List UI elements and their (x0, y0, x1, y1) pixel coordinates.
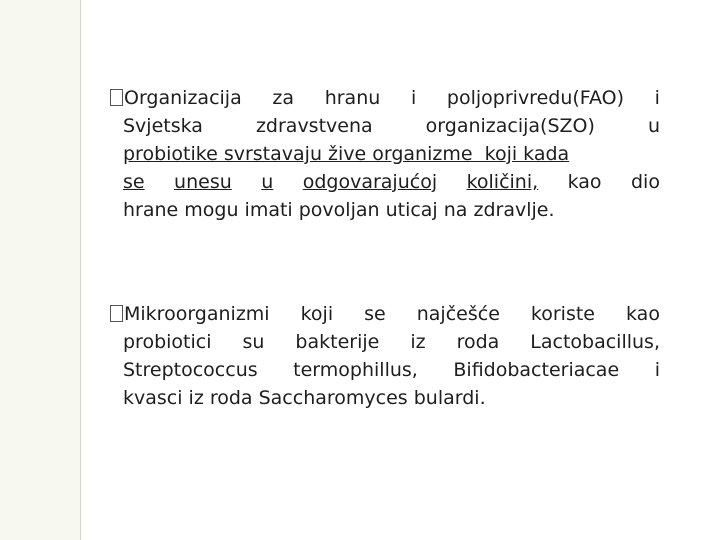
text: kvasci iz roda Saccharomyces bulardi. (123, 387, 486, 409)
underlined-word: unesu (174, 171, 232, 193)
word: poljoprivredu(FAO) (446, 87, 624, 109)
word: Svjetska (123, 115, 203, 137)
word: Organizacija (124, 87, 242, 109)
bullet-fao-who (110, 84, 660, 224)
bullet-line (110, 328, 660, 356)
underlined-word: se (123, 171, 145, 193)
underlined-word: odgovarajućoj (302, 171, 438, 193)
word: Streptococcus (123, 359, 258, 381)
word: za (272, 87, 295, 109)
word: se (364, 303, 386, 325)
word: i (654, 87, 660, 109)
bullet-line (110, 356, 660, 384)
bullet-line (110, 84, 660, 112)
word: i (654, 359, 660, 381)
bullet-line (110, 168, 660, 196)
bullet-marker-icon (110, 300, 270, 328)
word: Bifidobacteriacae (453, 359, 620, 381)
word: organizacija(SZO) (425, 115, 595, 137)
bullet-line (110, 384, 660, 412)
bullet-marker-icon (110, 84, 242, 112)
text: hrane mogu imati povoljan uticaj na zdravlje. (123, 199, 555, 221)
bullet-microorganisms (110, 300, 660, 412)
left-band-divider (80, 0, 81, 540)
word: najčešće (416, 303, 500, 325)
word: bakterije (295, 331, 380, 353)
word: roda (456, 331, 500, 353)
word: su (242, 331, 265, 353)
word: kao (567, 171, 602, 193)
bullet-line (110, 300, 660, 328)
word: u (647, 115, 660, 137)
bullet-line (110, 112, 660, 140)
left-decorative-band (0, 0, 80, 540)
word: i (410, 87, 417, 109)
bullet-line (110, 140, 660, 168)
word: termophillus, (293, 359, 418, 381)
word: hranu (324, 87, 381, 109)
underlined-word: u (261, 171, 274, 193)
underlined-word: količini, (466, 171, 539, 193)
word: Mikroorganizmi (124, 303, 270, 325)
word: probiotici (123, 331, 212, 353)
word: dio (631, 171, 660, 193)
word: kao (626, 303, 660, 325)
underlined-text: probiotike svrstavaju žive organizme koji kada (123, 143, 570, 165)
word: iz (410, 331, 426, 353)
bullet-line (110, 196, 660, 224)
word: zdravstvena (255, 115, 373, 137)
word: koji (300, 303, 334, 325)
word: koriste (530, 303, 595, 325)
word: Lactobacillus, (530, 331, 660, 353)
